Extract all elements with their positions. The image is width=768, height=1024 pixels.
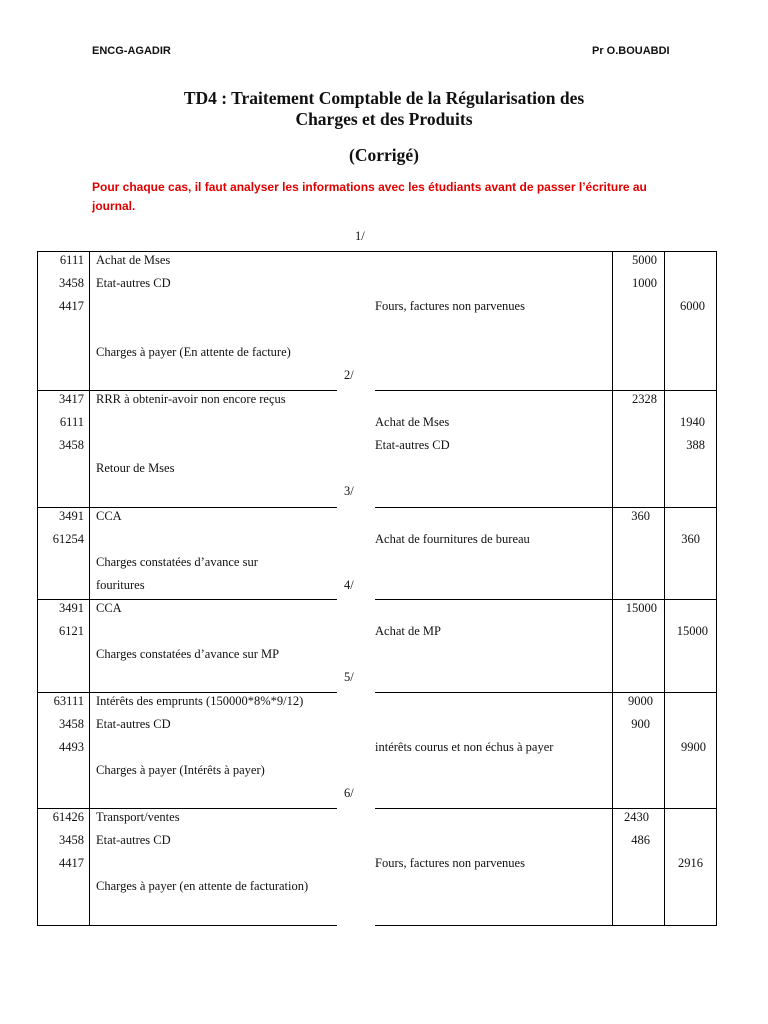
account-number: 3458	[59, 438, 84, 452]
entry-note: Charges constatées d’avance sur MP	[96, 647, 280, 661]
credit-amount: 1940	[680, 415, 705, 429]
debit-label: Achat de Mses	[96, 253, 171, 267]
entry-note: Charges constatées d’avance sur	[96, 555, 258, 569]
page-subtitle: (Corrigé)	[349, 145, 419, 165]
entry-number-4: 4/	[344, 578, 354, 592]
credit-amount: 15000	[676, 624, 708, 638]
debit-amount: 2328	[632, 392, 657, 406]
entry-number-3: 3/	[344, 484, 354, 498]
debit-label: Etat-autres CD	[96, 717, 171, 731]
credit-amount: 6000	[680, 299, 705, 313]
account-number: 63111	[53, 694, 84, 708]
entry-number-1: 1/	[355, 229, 365, 243]
account-number: 4417	[59, 856, 84, 870]
entry-note: Charges à payer (En attente de facture)	[96, 345, 291, 359]
account-number: 3491	[59, 601, 84, 615]
credit-label: Achat de MP	[375, 624, 441, 638]
credit-label: Achat de fournitures de bureau	[375, 532, 530, 546]
account-number: 3417	[59, 392, 84, 406]
account-number: 3458	[59, 276, 84, 290]
account-number: 4417	[59, 299, 84, 313]
credit-label: Etat-autres CD	[375, 438, 450, 452]
account-number: 3458	[59, 833, 84, 847]
entry-number-5: 5/	[344, 670, 354, 684]
account-number: 61426	[52, 810, 84, 824]
credit-label: Fours, factures non parvenues	[375, 299, 525, 313]
entry-note-continued: fouritures	[96, 578, 145, 592]
header-school: ENCG-AGADIR	[92, 45, 171, 57]
debit-label: Etat-autres CD	[96, 833, 171, 847]
debit-amount: 360	[631, 509, 650, 523]
debit-amount: 1000	[632, 276, 657, 290]
header-professor: Pr O.BOUABDI	[592, 45, 670, 57]
debit-label: Transport/ventes	[96, 810, 180, 824]
debit-amount: 486	[631, 833, 650, 847]
entry-number-6: 6/	[344, 786, 354, 800]
journal-table	[37, 251, 717, 926]
account-number: 6111	[59, 415, 84, 429]
debit-amount: 5000	[632, 253, 657, 267]
debit-label: Etat-autres CD	[96, 276, 171, 290]
account-number: 3458	[59, 717, 84, 731]
account-number: 4493	[59, 740, 84, 754]
account-number: 61254	[52, 532, 84, 546]
debit-label: CCA	[96, 509, 122, 523]
debit-amount: 2430	[624, 810, 649, 824]
debit-label: CCA	[96, 601, 122, 615]
debit-amount: 900	[631, 717, 650, 731]
entry-note: Charges à payer (Intérêts à payer)	[96, 763, 265, 777]
account-number: 6111	[59, 253, 84, 267]
instruction-text: Pour chaque cas, il faut analyser les informations avec les étudiants avant de passer l’écriture au journal.	[92, 180, 647, 213]
credit-label: Achat de Mses	[375, 415, 450, 429]
entry-note: Charges à payer (en attente de facturation)	[96, 879, 309, 893]
credit-label: intérêts courus et non échus à payer	[375, 740, 554, 754]
entry-note: Retour de Mses	[96, 461, 175, 475]
credit-amount: 360	[681, 532, 700, 546]
debit-amount: 15000	[625, 601, 657, 615]
credit-amount: 2916	[678, 856, 703, 870]
page-title-line2: Charges et des Produits	[295, 109, 473, 129]
debit-amount: 9000	[628, 694, 653, 708]
credit-amount: 388	[686, 438, 705, 452]
credit-label: Fours, factures non parvenues	[375, 856, 525, 870]
debit-label: Intérêts des emprunts (150000*8%*9/12)	[96, 694, 304, 708]
credit-amount: 9900	[681, 740, 706, 754]
page-title-line1: TD4 : Traitement Comptable de la Régularisation des	[183, 88, 585, 108]
account-number: 3491	[59, 509, 84, 523]
account-number: 6121	[59, 624, 84, 638]
debit-label: RRR à obtenir-avoir non encore reçus	[96, 392, 286, 406]
entry-number-2: 2/	[344, 368, 354, 382]
